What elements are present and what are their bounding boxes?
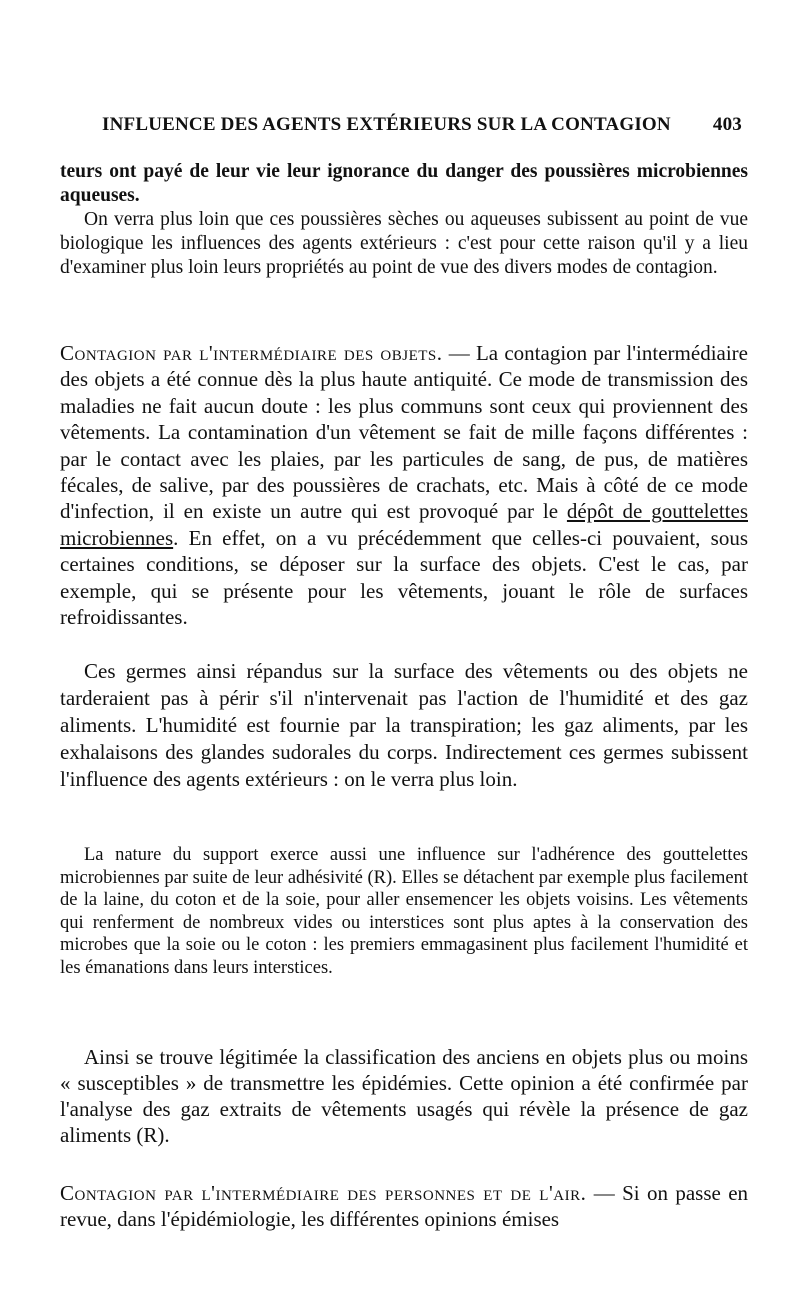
section-contagion-objects xyxy=(60,340,748,630)
paragraph-dust-influences: On verra plus loin que ces poussières sèches ou aqueuses subissent au point de vue biologique les influences des agents extérieurs : c'est pour cette raison qu'il y a lieu d'examiner plus loin leurs propriétés au point de vue des divers modes de contagion. xyxy=(60,209,748,278)
section-heading-persons-air: Contagion par l'intermédiaire des personnes et de l'air. xyxy=(60,1181,587,1205)
paragraph-classification: Ainsi se trouve légitimée la classification des anciens en objets plus ou moins « susceptibles » de transmettre les épidémies. Cette opinion a été confirmée par l'analyse des gaz extraits de vêtements usagés qui révèle la présence de gaz aliments (R). xyxy=(60,1045,748,1147)
running-header xyxy=(102,114,742,136)
section-heading-objects: Contagion par l'intermédiaire des objets. xyxy=(60,341,443,365)
underlined-phrase: dépôt de gouttelettes microbiennes xyxy=(60,499,748,550)
section-text-objects-a: La contagion par l'intermédiaire des objets a été connue dès la plus haute antiquité. Ce mode de transmission des maladies ne fait aucun doute : les plus communs sont ceux qui proviennent des vêtements. La contamination d'un vêtement se fait de mille façons différentes : par le contact avec les plaies, par les particules de sang, de pus, de matières fécales, de salive, par des poussières de crachats, etc. Mais à côté de ce mode d'infection, il en existe un autre qui est provoqué par le xyxy=(60,341,748,524)
paragraph-support-nature: La nature du support exerce aussi une influence sur l'adhérence des gouttelettes microbiennes par suite de leur adhésivité (R). Elles se détachent par exemple plus facilement de la laine, du coton et de la soie, pour aller ensemencer les objets voisins. Les vêtements qui renferment de nombreux vides ou interstices sont plus aptes à la conservation des microbes que la soie ou le coton : les premiers emmagasinent plus facilement l'humidité et les émanations dans leurs interstices. xyxy=(60,845,748,978)
section-contagion-persons-air xyxy=(60,1180,748,1232)
section-text-objects-b: . En effet, on a vu précédemment que celles-ci pouvaient, sous certaines conditions, se déposer sur la surface des objets. C'est le cas, par exemple, qui se présente pour les vêtements, jouant le rôle de surfaces refroidissantes. xyxy=(60,525,748,630)
paragraph-germs-humidity: Ces germes ainsi répandus sur la surface des vêtements ou des objets ne tarderaient pas à périr s'il n'intervenait pas l'action de l'humidité et des gaz aliments. L'humidité est fournie par la transpiration; les gaz aliments, par les exhalaisons des glandes sudorales du corps. Indirectement ces germes subissent l'influence des agents extérieurs : on le verra plus loin. xyxy=(60,659,748,791)
section-text-persons-air: Si on passe en revue, dans l'épidémiologie, les différentes opinions émises xyxy=(60,1181,749,1231)
running-title: INFLUENCE DES AGENTS EXTÉRIEURS SUR LA CONTAGION xyxy=(102,114,671,135)
em-dash: — xyxy=(586,1181,623,1205)
page-number: 403 xyxy=(712,114,742,135)
paragraph-continuation: teurs ont payé de leur vie leur ignorance du danger des poussières microbiennes aqueuses. xyxy=(60,161,748,206)
em-dash: — xyxy=(442,341,476,365)
